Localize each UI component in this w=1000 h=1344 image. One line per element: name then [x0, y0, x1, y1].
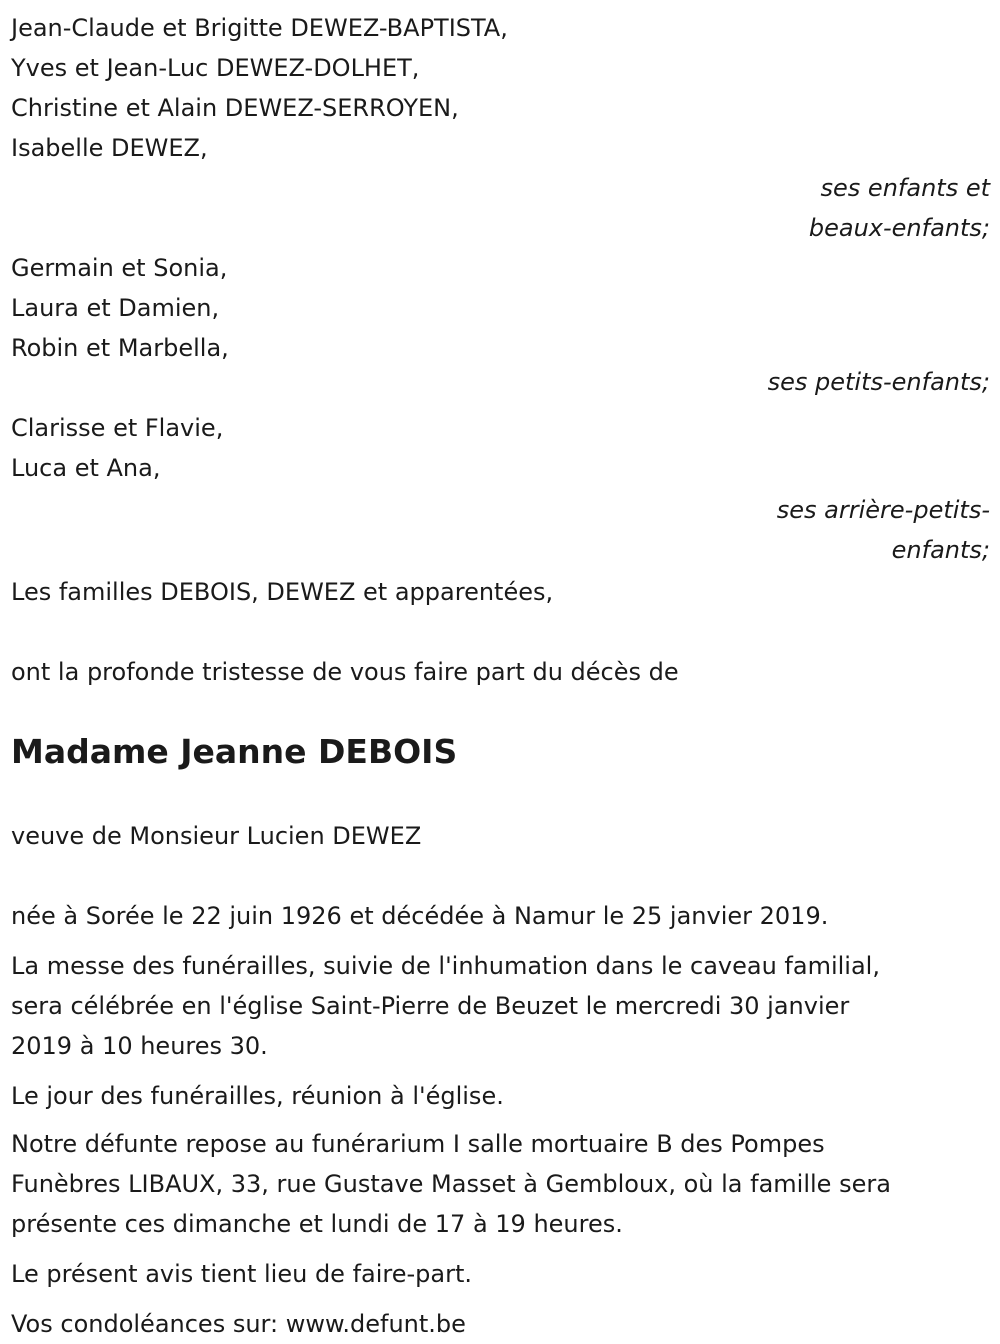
child-line: Christine et Alain DEWEZ-SERROYEN, — [11, 94, 459, 122]
grandchildren-role: ses petits-enfants; — [767, 368, 990, 396]
grandchildren-group — [11, 248, 990, 394]
grandchild-line: Laura et Damien, — [11, 294, 220, 322]
child-line: Jean-Claude et Brigitte DEWEZ-BAPTISTA, — [11, 14, 508, 42]
funeral-mass-line: La messe des funérailles, suivie de l'inhumation dans le caveau familial, — [11, 952, 880, 980]
children-group — [11, 8, 990, 248]
great-grandchildren-role-line-2: enfants; — [891, 536, 990, 564]
condolences-line: Vos condoléances sur: www.defunt.be — [11, 1310, 466, 1338]
children-role-line-2: beaux-enfants; — [808, 214, 990, 242]
notice-line: Le présent avis tient lieu de faire-part. — [11, 1260, 473, 1288]
grandchild-line: Germain et Sonia, — [11, 254, 228, 282]
resting-place-paragraph — [11, 1124, 990, 1244]
child-line: Isabelle DEWEZ, — [11, 134, 208, 162]
announcement-line: ont la profonde tristesse de vous faire part du décès de — [11, 658, 679, 686]
widow-of-line: veuve de Monsieur Lucien DEWEZ — [11, 822, 422, 850]
great-grandchild-line: Clarisse et Flavie, — [11, 414, 224, 442]
resting-place-line: Funèbres LIBAUX, 33, rue Gustave Masset à Gembloux, où la famille sera — [11, 1170, 891, 1198]
deceased-name: Madame Jeanne DEBOIS — [11, 732, 458, 771]
birth-death-line: née à Sorée le 22 juin 1926 et décédée à Namur le 25 janvier 2019. — [11, 902, 829, 930]
funeral-mass-paragraph — [11, 946, 990, 1066]
families-line: Les familles DEBOIS, DEWEZ et apparentées, — [11, 578, 554, 606]
resting-place-line: Notre défunte repose au funérarium I salle mortuaire B des Pompes — [11, 1130, 825, 1158]
grandchild-line: Robin et Marbella, — [11, 334, 229, 362]
great-grandchildren-group — [11, 408, 990, 570]
children-role-line-1: ses enfants et — [820, 174, 990, 202]
obituary-text — [11, 8, 990, 1344]
resting-place-line: présente ces dimanche et lundi de 17 à 19 heures. — [11, 1210, 623, 1238]
reunion-line: Le jour des funérailles, réunion à l'église. — [11, 1082, 504, 1110]
child-line: Yves et Jean-Luc DEWEZ-DOLHET, — [11, 54, 420, 82]
great-grandchild-line: Luca et Ana, — [11, 454, 161, 482]
funeral-mass-line: 2019 à 10 heures 30. — [11, 1032, 268, 1060]
funeral-mass-line: sera célébrée en l'église Saint-Pierre de Beuzet le mercredi 30 janvier — [11, 992, 850, 1020]
great-grandchildren-role-line-1: ses arrière-petits- — [776, 496, 990, 524]
